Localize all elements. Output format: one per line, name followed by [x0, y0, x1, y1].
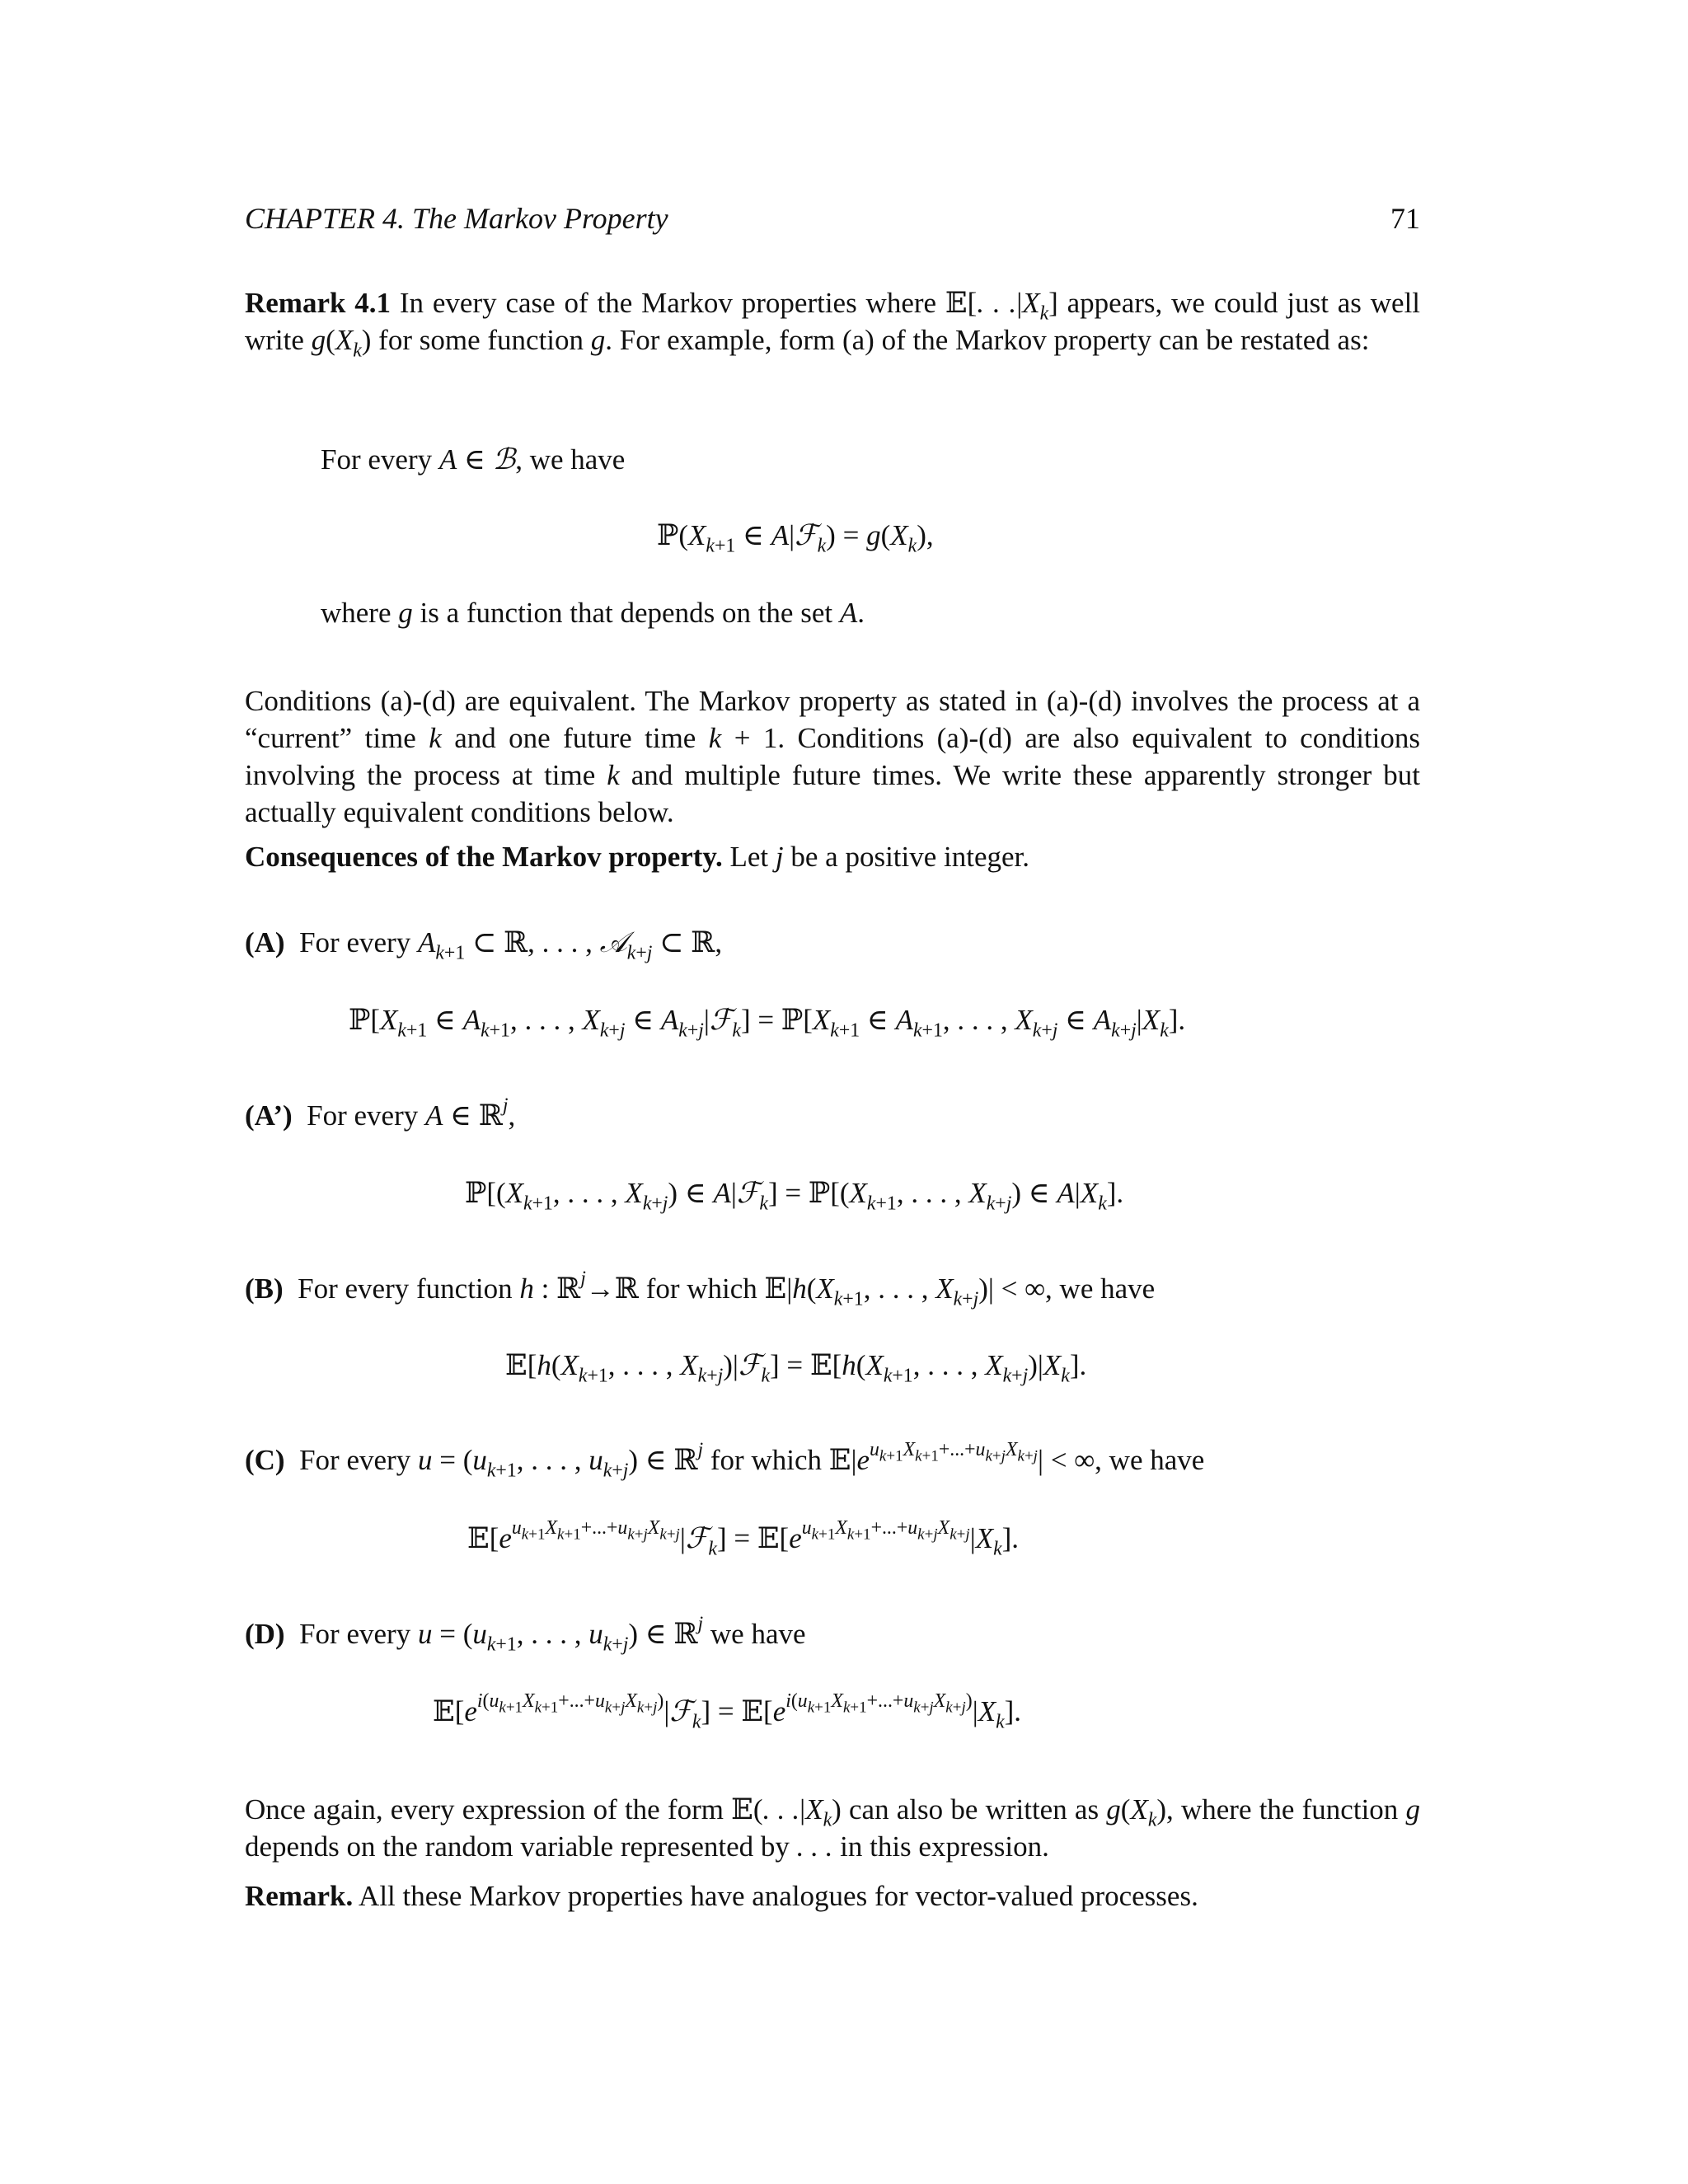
item-c — [245, 1439, 1205, 1482]
item-b-equation: $𝔼[h(X_{k+1}$, . . . , $X_{k+j})|ℱ_k$] = $𝔼[h(X_{k+1}$, . . . , $X_{k+j})|X_k$]. — [505, 1349, 1087, 1387]
item-c-label: (C) — [245, 1444, 285, 1476]
consequences-text: Let j be a positive integer. — [722, 841, 1030, 873]
item-a-label: (A) — [245, 926, 285, 958]
item-d-text: For every $u = (u_{k+1}$, . . . , $u_{k+j}$) ∈ ℝ$^j$ we have — [299, 1613, 806, 1656]
restate-equation: $ℙ(X_{k+1}$ ∈ A|ℱ$_k$) = $g(X_k)$, — [657, 519, 934, 557]
restate-where: where g is a function that depends on the set A. — [321, 597, 865, 629]
restate-line: For every A ∈ ℬ, we have — [321, 443, 626, 476]
remark-text: In every case of the Markov properties where 𝔼[. . $.|X_k$] appears, we could just as well write $g(X_k)$ for some function g. For example, form (a) of the Markov property can be restated as: — [245, 287, 1421, 362]
page-number: 71 — [1390, 202, 1420, 235]
item-b-text: For every function h : ℝ$^j$→ℝ for which $𝔼|h(X_{k+1}$, . . . , $X_{k+j})|$ < ∞, we have — [298, 1268, 1156, 1310]
item-a-prime-text: For every A ∈ ℝ$^j$, — [307, 1094, 516, 1132]
remark-4-1 — [245, 284, 1421, 362]
final-remark — [245, 1880, 1198, 1913]
item-d — [245, 1613, 806, 1656]
consequences-label: Consequences of the Markov property. — [245, 841, 723, 873]
item-a-text: For every $A_{k+1}$ ⊂ ℝ, . . . , 𝒜$_{k+j}$ ⊂ ℝ, — [299, 926, 723, 964]
final-remark-text: All these Markov properties have analogues for vector-valued processes. — [353, 1880, 1198, 1912]
item-c-equation: $𝔼[e^{u_{k+1}X_{k+1}+...+u_{k+j}X_{k+j}}|ℱ_k]$ = $𝔼[e^{u_{k+1}X_{k+1}+...+u_{k+j}X_{k+j}}|X_k]$. — [467, 1517, 1020, 1560]
final-remark-label: Remark. — [245, 1880, 354, 1912]
remark-label: Remark 4.1 — [245, 287, 392, 319]
consequences-heading — [245, 841, 1029, 874]
item-a-equation: $ℙ[X_{k+1}$ ∈ $A_{k+1}$, . . . , $X_{k+j}$ ∈ $A_{k+j}|ℱ_k$] = $ℙ[X_{k+1}$ ∈ $A_{k+1}$, . . . , $X_{k+j}$ ∈ $A_{k+j}|X_k$]. — [349, 1004, 1186, 1042]
conditions-paragraph: Conditions (a)-(d) are equivalent. The Markov property as stated in (a)-(d) involves the process at a “current” time k and one future time k + 1. Conditions (a)-(d) are also equivalent to conditions involving the process at time k and multiple future times. We write these apparently stronger but actually equivalent conditions below. — [245, 685, 1420, 828]
item-b-label: (B) — [245, 1272, 284, 1305]
item-a-prime — [245, 1094, 516, 1132]
item-a-prime-equation: $ℙ[(X_{k+1}$, . . . , $X_{k+j}$) ∈ A|ℱ$_k$] = $ℙ[(X_{k+1}$, . . . , $X_{k+j}$) ∈ $A|X_k$]. — [465, 1177, 1124, 1215]
item-a-prime-label: (A’) — [245, 1099, 293, 1132]
running-title: CHAPTER 4. The Markov Property — [245, 202, 668, 235]
item-c-text: For every $u = (u_{k+1}$, . . . , $u_{k+j}$) ∈ ℝ$^j$ for which $𝔼|e^{u_{k+1}X_{k+1}+...+u_{k+j}X_{k+j}}|$ < ∞, we have — [299, 1439, 1205, 1482]
item-b — [245, 1268, 1156, 1310]
item-a — [245, 926, 723, 964]
once-again-paragraph: Once again, every expression of the form 𝔼(. . $.|X_k$) can also be written as $g(X_k)$, where the function g depends on the random variable represented by . . . in this expression. — [245, 1793, 1420, 1863]
item-d-label: (D) — [245, 1618, 285, 1650]
item-d-equation: $𝔼[e^{i(u_{k+1}X_{k+1}+...+u_{k+j}X_{k+j})}|ℱ_k]$ = $𝔼[e^{i(u_{k+1}X_{k+1}+...+u_{k+j}X_{k+j})}|X_k]$. — [433, 1690, 1022, 1733]
